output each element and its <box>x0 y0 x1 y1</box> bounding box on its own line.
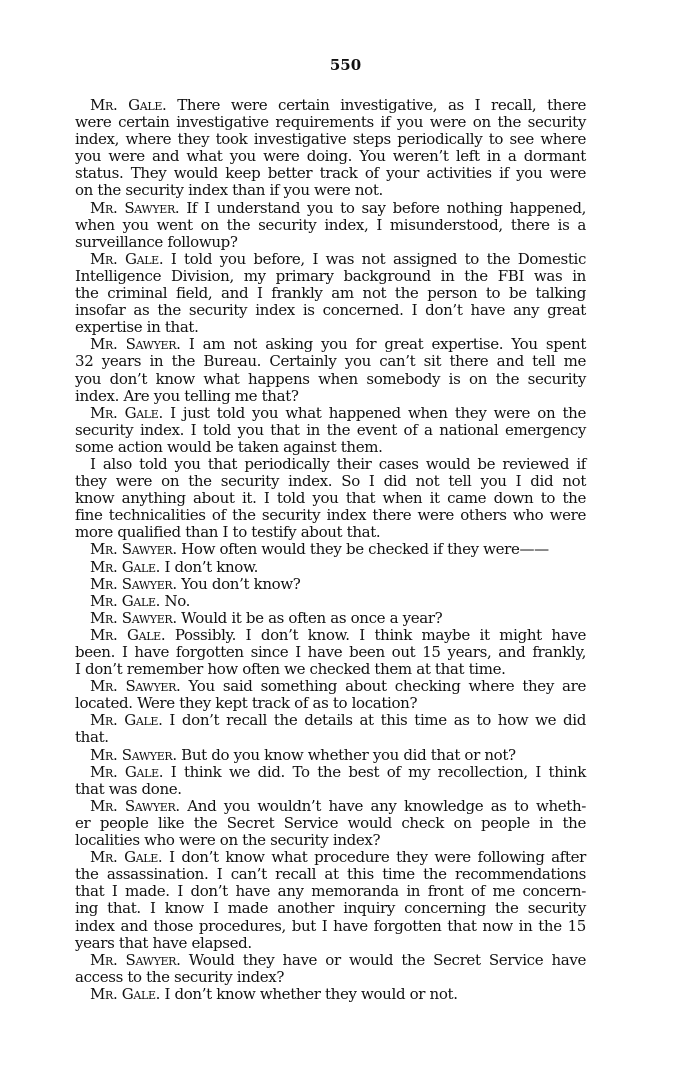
transcript-paragraph <box>75 541 586 558</box>
line-text: localities who were on the security index? <box>75 831 381 850</box>
text-line <box>75 627 586 644</box>
text-line <box>75 182 586 199</box>
line-text: insofar as the security index is concerned. I don’t have any great <box>75 301 586 320</box>
line-text: I don’t know. <box>164 557 259 576</box>
line-text: you don’t know what happens when somebody is on the security <box>75 369 586 388</box>
speaker-name: Mr. Gale. <box>90 249 164 268</box>
transcript-paragraph <box>75 610 586 627</box>
text-line <box>75 217 586 234</box>
text-line <box>75 952 586 969</box>
transcript-body <box>75 97 586 1003</box>
line-text: the criminal field, and I frankly am not the person to be talking <box>75 284 586 303</box>
line-text: If I understand you to say before nothing happened, <box>186 198 586 217</box>
line-text: And you wouldn’t have any knowledge as to wheth- <box>187 796 587 815</box>
text-line <box>75 439 586 456</box>
speaker-name: Mr. Gale. <box>90 625 166 644</box>
line-text: on the security index than if you were not. <box>75 181 383 200</box>
text-line <box>75 661 586 678</box>
speaker-name: Mr. Sawyer. <box>90 677 181 696</box>
speaker-name: Mr. Sawyer. <box>90 574 177 593</box>
transcript-paragraph <box>75 764 586 798</box>
line-text: I told you before, I was not assigned to the Domestic <box>170 249 586 268</box>
line-text: I just told you what happened when they were on the <box>170 403 587 422</box>
line-text: You don’t know? <box>181 574 301 593</box>
line-text: status. They would keep better track of your activities if you were <box>75 164 586 183</box>
line-text: been. I have forgotten since I have been out 15 years, and frankly, <box>75 643 586 661</box>
transcript-paragraph <box>75 97 586 200</box>
transcript-paragraph <box>75 678 586 712</box>
speaker-name: Mr. Gale. <box>90 403 163 422</box>
text-line <box>75 695 586 712</box>
line-text: when you went on the security index, I misunderstood, there is a <box>75 215 586 234</box>
line-text: Possibly. I don’t know. I think maybe it might have <box>174 625 586 644</box>
transcript-paragraph <box>75 456 586 541</box>
line-text: I don’t remember how often we checked them at that time. <box>75 660 506 679</box>
line-text: You said something about checking where they are <box>188 677 587 696</box>
text-line <box>75 302 586 319</box>
line-text: I don’t recall the details at this time as to how we did <box>169 711 586 730</box>
text-line <box>75 114 586 131</box>
line-text: Would they have or would the Secret Service have <box>188 950 587 969</box>
speaker-name: Mr. Gale. <box>90 762 164 781</box>
text-line <box>75 729 586 746</box>
transcript-paragraph <box>75 627 586 678</box>
transcript-paragraph <box>75 336 586 404</box>
text-line <box>75 319 586 336</box>
line-text: ing that. I know I made another inquiry concerning the security <box>75 899 586 918</box>
page-number: 550 <box>329 56 362 74</box>
transcript-paragraph <box>75 986 586 1003</box>
text-line <box>75 781 586 798</box>
line-text: more qualified than I to testify about that. <box>75 523 381 542</box>
text-line <box>75 422 586 439</box>
text-line <box>75 576 586 593</box>
transcript-paragraph <box>75 200 586 251</box>
line-text: I am not asking you for great expertise. You spent <box>188 335 586 354</box>
text-line <box>75 935 586 952</box>
line-text: I think we did. To the best of my recollection, I think <box>170 762 587 781</box>
text-line <box>75 866 586 883</box>
line-text: index and those procedures, but I have forgotten that now in the 15 <box>75 916 586 935</box>
line-text: index, where they took investigative steps periodically to see where <box>75 130 586 149</box>
line-text: access to the security index? <box>75 967 285 986</box>
speaker-name: Mr. Gale. <box>90 557 161 576</box>
text-line <box>75 593 586 610</box>
line-text: There were certain investigative, as I recall, there <box>177 96 586 114</box>
text-line <box>75 268 586 285</box>
speaker-name: Mr. Sawyer. <box>90 335 181 354</box>
line-text: the assassination. I can’t recall at this time the recommendations <box>75 865 586 884</box>
text-line <box>75 490 586 507</box>
speaker-name: Mr. Sawyer. <box>90 950 181 969</box>
speaker-name: Mr. Gale. <box>90 711 163 730</box>
line-text: you were and what you were doing. You weren’t left in a dormant <box>75 147 586 166</box>
transcript-paragraph <box>75 559 586 576</box>
text-line <box>75 234 586 251</box>
transcript-paragraph <box>75 747 586 764</box>
line-text: expertise in that. <box>75 318 199 337</box>
text-line <box>75 678 586 695</box>
line-text: were certain investigative requirements if you were on the security <box>75 113 586 132</box>
text-line <box>75 456 586 473</box>
text-line <box>75 285 586 302</box>
text-line <box>75 900 586 917</box>
text-line <box>75 712 586 729</box>
text-line <box>75 131 586 148</box>
line-text: fine technicalities of the security index there were others who were <box>75 506 586 525</box>
line-text: located. Were they kept track of as to location? <box>75 694 418 713</box>
line-text: Intelligence Division, my primary background in the FBI was in <box>75 266 586 285</box>
line-text: that I made. I don’t have any memoranda in front of me concern- <box>75 882 586 901</box>
line-text: I also told you that periodically their cases would be reviewed if <box>90 454 586 473</box>
line-text: that. <box>75 728 109 747</box>
transcript-paragraph <box>75 593 586 610</box>
speaker-name: Mr. Gale. <box>90 591 161 610</box>
speaker-name: Mr. Sawyer. <box>90 745 177 764</box>
line-text: Would it be as often as once a year? <box>181 608 443 627</box>
transcript-paragraph <box>75 952 586 986</box>
transcript-paragraph <box>75 798 586 849</box>
text-line <box>75 764 586 781</box>
transcript-paragraph <box>75 849 586 952</box>
text-line <box>75 747 586 764</box>
transcript-paragraph <box>75 712 586 746</box>
line-text: years that have elapsed. <box>75 933 252 952</box>
text-line <box>75 388 586 405</box>
line-text: I don’t know what procedure they were following after <box>169 848 587 867</box>
speaker-name: Mr. Sawyer. <box>90 796 180 815</box>
text-line <box>75 473 586 490</box>
transcript-paragraph <box>75 576 586 593</box>
text-line <box>75 507 586 524</box>
text-line <box>75 969 586 986</box>
text-line <box>75 849 586 866</box>
text-line <box>75 832 586 849</box>
speaker-name: Mr. Sawyer. <box>90 608 177 627</box>
text-line <box>75 541 586 558</box>
text-line <box>75 798 586 815</box>
text-line <box>75 336 586 353</box>
text-line <box>75 644 586 661</box>
line-text: How often would they be checked if they were—— <box>181 540 549 559</box>
speaker-name: Mr. Gale. <box>90 96 167 114</box>
text-line <box>75 918 586 935</box>
line-text: er people like the Secret Service would check on people in the <box>75 813 586 832</box>
line-text: No. <box>164 591 191 610</box>
text-line <box>75 815 586 832</box>
text-line <box>75 405 586 422</box>
text-line <box>75 200 586 217</box>
line-text: I don’t know whether they would or not. <box>164 984 458 1003</box>
text-line <box>75 353 586 370</box>
line-text: But do you know whether you did that or not? <box>181 745 516 764</box>
line-text: know anything about it. I told you that when it came down to the <box>75 489 586 508</box>
speaker-name: Mr. Sawyer. <box>90 540 177 559</box>
line-text: 32 years in the Bureau. Certainly you can’t sit there and tell me <box>75 352 586 371</box>
line-text: index. Are you telling me that? <box>75 386 299 405</box>
text-line <box>75 610 586 627</box>
text-line <box>75 148 586 165</box>
line-text: that was done. <box>75 779 182 798</box>
text-line <box>75 371 586 388</box>
speaker-name: Mr. Gale. <box>90 848 163 867</box>
text-line <box>75 251 586 268</box>
line-text: some action would be taken against them. <box>75 437 383 456</box>
transcript-paragraph <box>75 405 586 456</box>
text-line <box>75 524 586 541</box>
text-line <box>75 165 586 182</box>
transcript-paragraph <box>75 251 586 336</box>
speaker-name: Mr. Gale. <box>90 984 161 1003</box>
text-line <box>75 883 586 900</box>
line-text: surveillance followup? <box>75 232 238 251</box>
text-line <box>75 986 586 1003</box>
line-text: security index. I told you that in the event of a national emergency <box>75 420 586 439</box>
text-line <box>75 97 586 114</box>
text-line <box>75 559 586 576</box>
line-text: they were on the security index. So I did not tell you I did not <box>75 472 586 491</box>
speaker-name: Mr. Sawyer. <box>90 198 180 217</box>
